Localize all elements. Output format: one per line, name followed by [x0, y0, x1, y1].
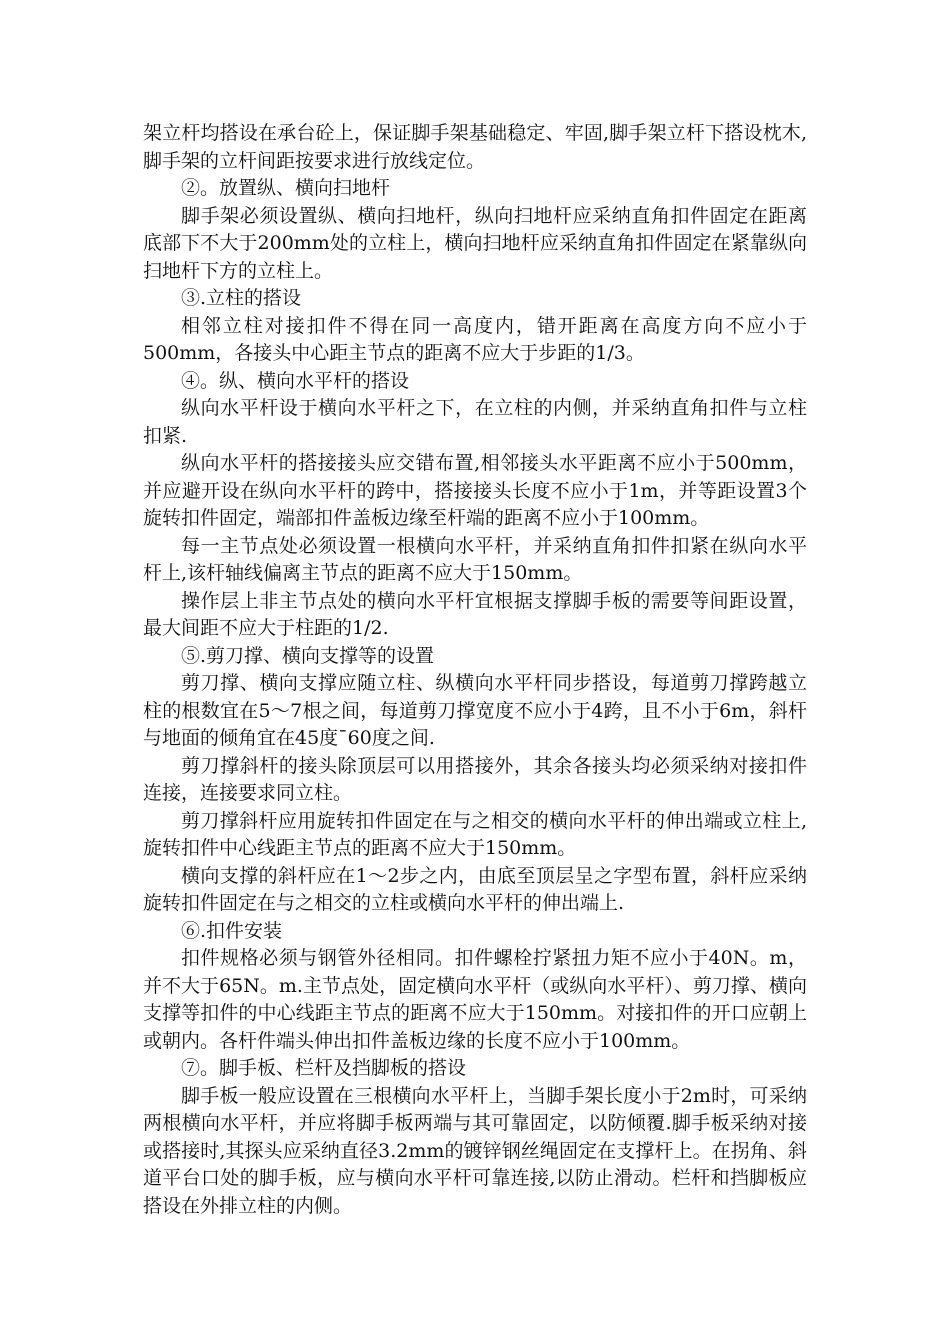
body-paragraph: 横向支撑的斜杆应在1～2步之内，由底至顶层呈之字型布置，斜杆应采纳旋转扣件固定在与之相交的立柱或横向水平杆的伸出端上.: [143, 864, 807, 914]
body-paragraph: 脚手架必须设置纵、横向扫地杆，纵向扫地杆应采纳直角扣件固定在距离底部下不大于200mm处的立柱上，横向扫地杆应采纳直角扣件固定在紧靠纵向扫地杆下方的立柱上。: [143, 204, 807, 282]
body-paragraph: 剪刀撑、横向支撑应随立柱、纵横向水平杆同步搭设，每道剪刀撑跨越立柱的根数宜在5～7根之间，每道剪刀撑宽度不应小于4跨，且不小于6m，斜杆与地面的倾角宜在45度¯60度之间.: [143, 672, 807, 749]
section-heading: ③.立柱的搭设: [181, 287, 302, 309]
body-paragraph: 纵向水平杆的搭接接头应交错布置,相邻接头水平距离不应小于500mm，并应避开设在纵向水平杆的跨中，搭接接头长度不应小于1m，并等距设置3个旋转扣件固定，端部扣件盖板边缘至杆端的距离不应小于100mm。: [143, 452, 807, 529]
body-paragraph: 剪刀撑斜杆应用旋转扣件固定在与之相交的横向水平杆的伸出端或立柱上,旋转扣件中心线距主节点的距离不应大于150mm。: [143, 809, 807, 859]
section-heading: ⑥.扣件安装: [181, 919, 283, 942]
body-paragraph: 操作层上非主节点处的横向水平杆宜根据支撑脚手板的需要等间距设置，最大间距不应大于柱距的1/2.: [143, 589, 807, 639]
section-heading: ④。纵、横向水平杆的搭设: [181, 369, 410, 392]
section-heading: ⑦。脚手板、栏杆及挡脚板的搭设: [181, 1057, 467, 1079]
body-paragraph: 相邻立柱对接扣件不得在同一高度内，错开距离在高度方向不应小于500mm，各接头中心距主节点的距离不应大于步距的1/3。: [143, 314, 807, 364]
section-heading: ⑤.剪刀撑、横向支撑等的设置: [181, 644, 435, 667]
section-heading: ②。放置纵、横向扫地杆: [181, 177, 391, 199]
body-paragraph: 每一主节点处必须设置一根横向水平杆，并采纳直角扣件扣紧在纵向水平杆上,该杆轴线偏离主节点的距离不应大于150mm。: [143, 534, 807, 584]
body-paragraph: 纵向水平杆设于横向水平杆之下，在立柱的内侧，并采纳直角扣件与立柱扣紧.: [143, 397, 807, 447]
body-paragraph: 扣件规格必须与钢管外径相同。扣件螺栓拧紧扭力矩不应小于40N。m，并不大于65N。m.主节点处，固定横向水平杆（或纵向水平杆）、剪刀撑、横向支撑等扣件的中心线距主节点的距离不应大于150mm。对接扣件的开口应朝上或朝内。各杆件端头伸出扣件盖板边缘的长度不应小于100mm。: [143, 947, 807, 1052]
document-body: [143, 120, 807, 1220]
body-paragraph: 剪刀撑斜杆的接头除顶层可以用搭接外，其余各接头均必须采纳对接扣件连接，连接要求同立柱。: [143, 754, 807, 804]
body-paragraph: 架立杆均搭设在承台砼上，保证脚手架基础稳定、牢固,脚手架立杆下搭设枕木,脚手架的立杆间距按要求进行放线定位。: [143, 122, 807, 172]
body-paragraph: 脚手板一般应设置在三根横向水平杆上，当脚手架长度小于2m时，可采纳两根横向水平杆，并应将脚手板两端与其可靠固定，以防倾覆.脚手板采纳对接或搭接时,其探头应采纳直径3.2mm的镀锌钢丝绳固定在支撑杆上。在拐角、斜道平台口处的脚手板，应与横向水平杆可靠连接,以防止滑动。栏杆和挡脚板应搭设在外排立柱的内侧。: [143, 1084, 807, 1217]
